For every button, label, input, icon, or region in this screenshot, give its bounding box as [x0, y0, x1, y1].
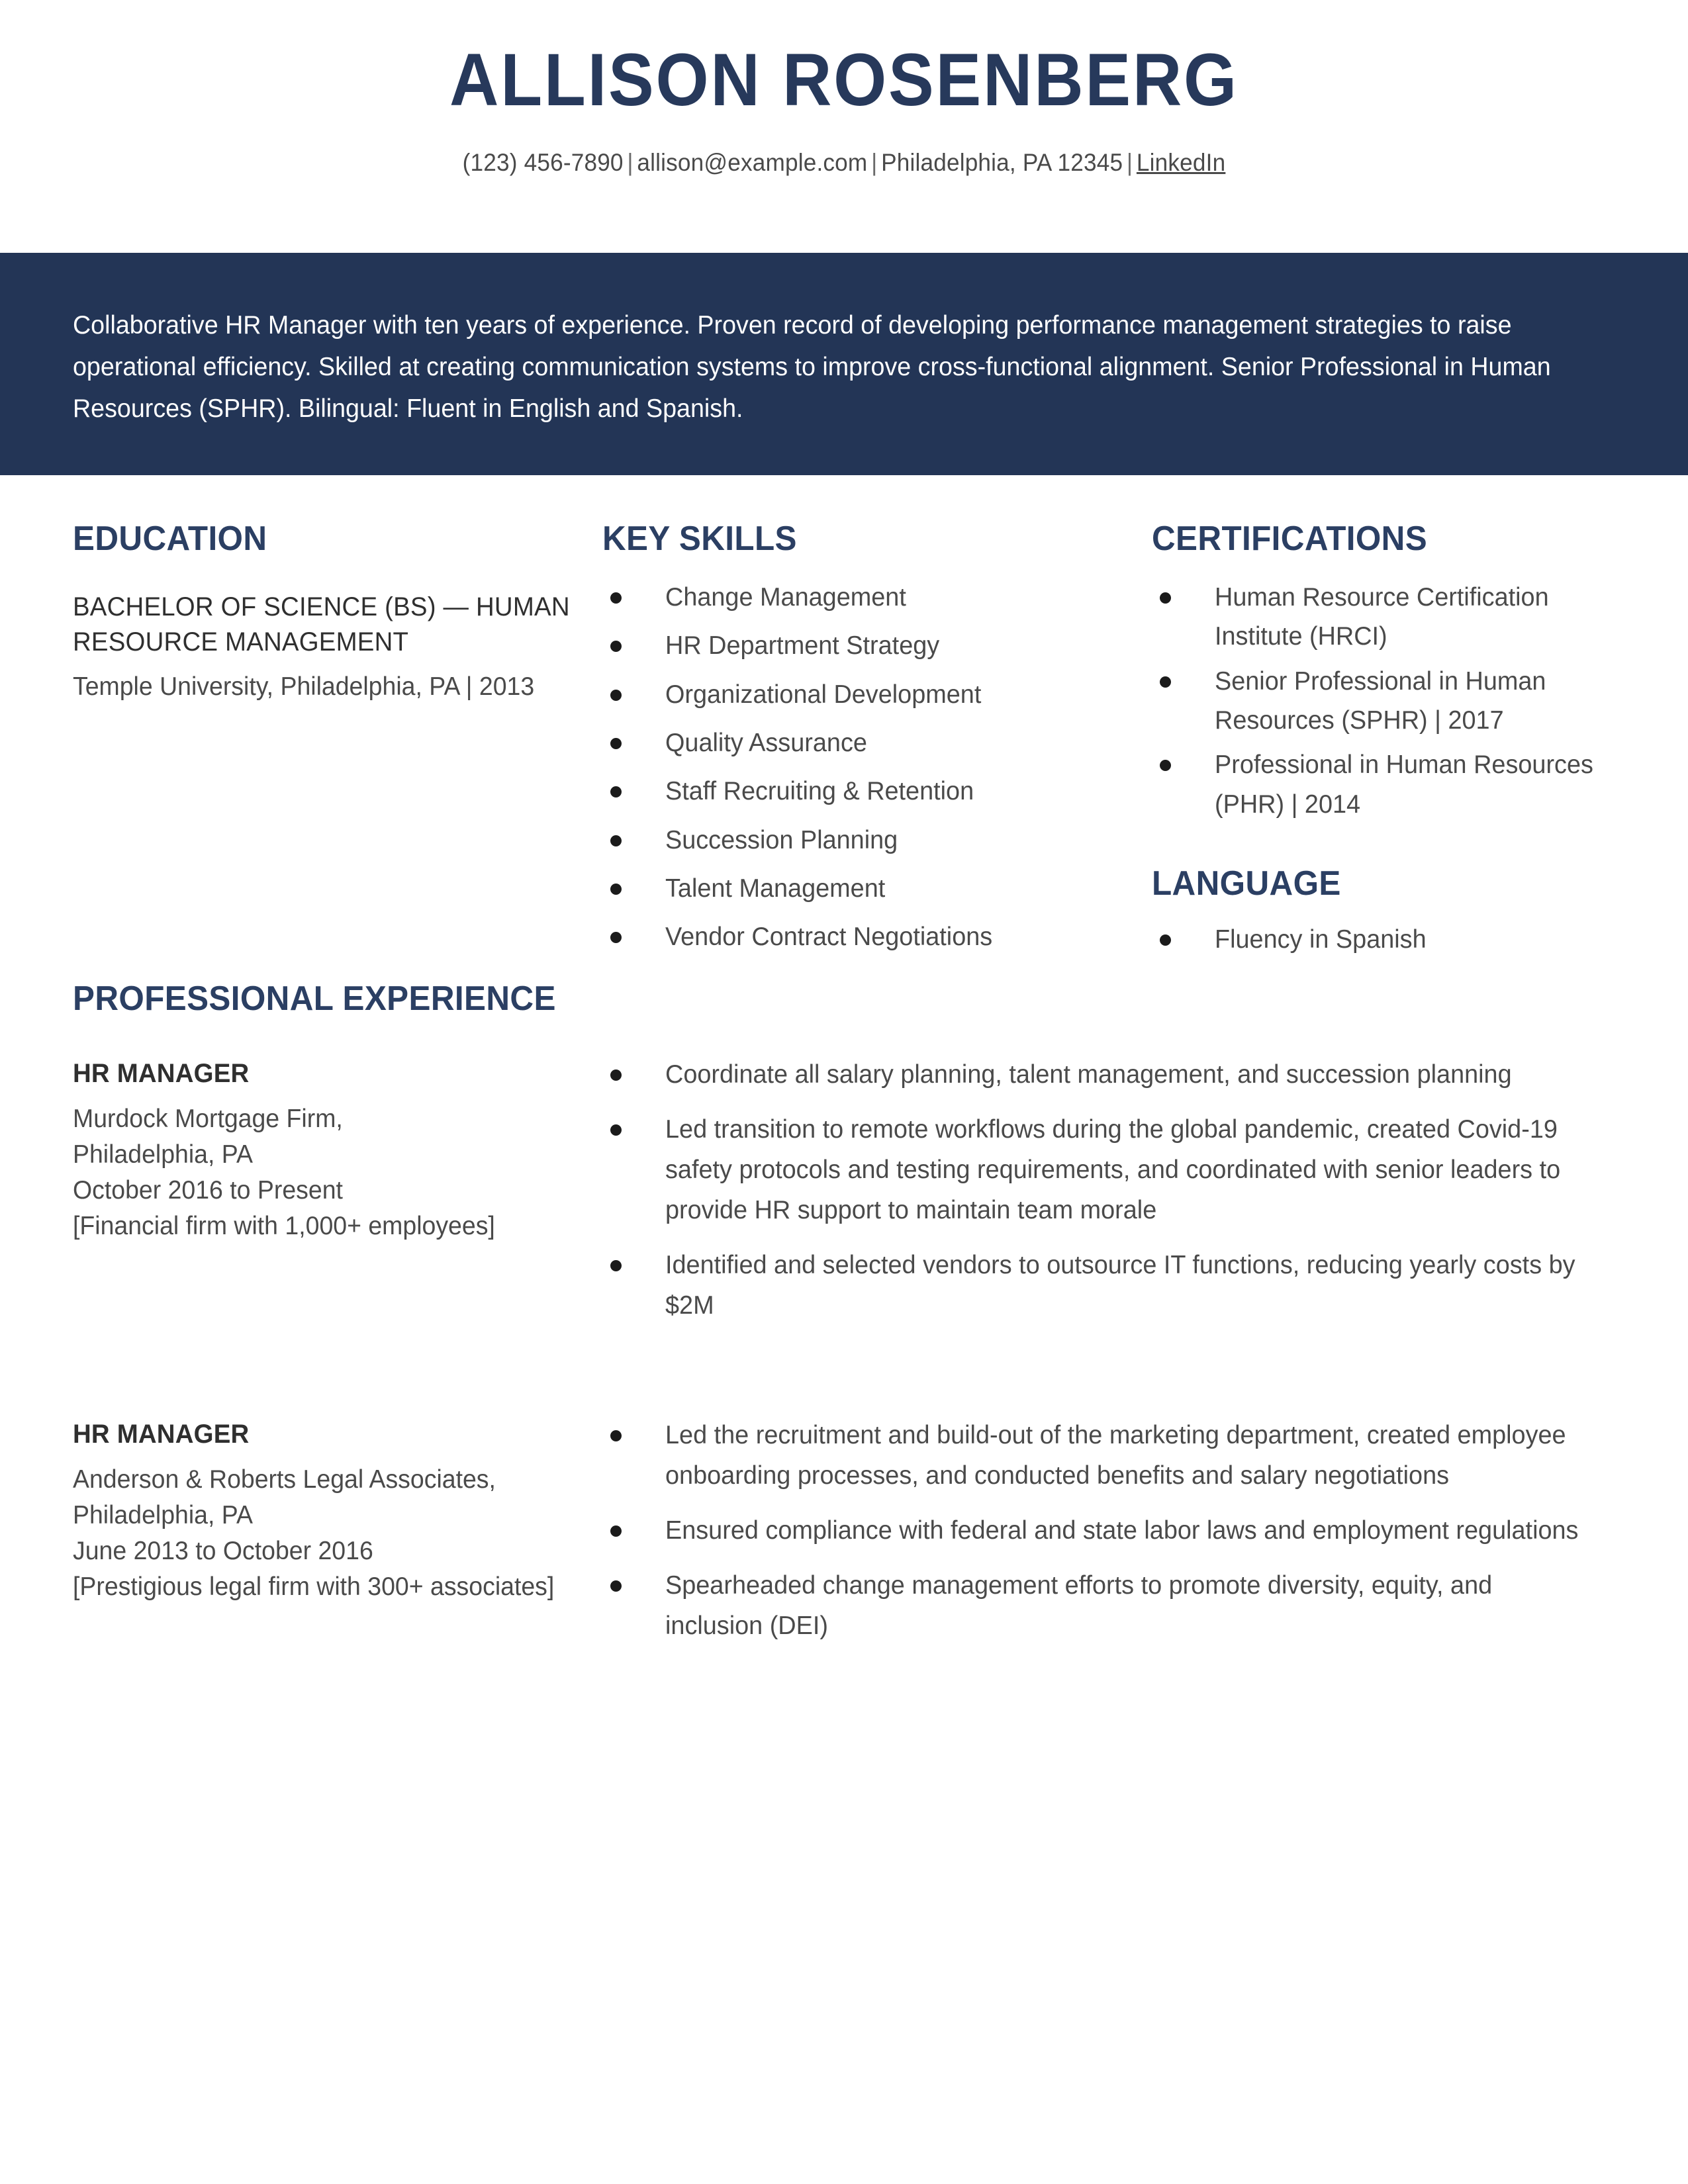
job-bullet-text: Led transition to remote workflows during the global pandemic, created Covid-19 safety protocols and testing requirements, and coordinated with senior leaders to provide HR support to maintain team morale [665, 1115, 1561, 1224]
linkedin-link[interactable]: LinkedIn [1136, 148, 1226, 176]
list-item [1152, 578, 1615, 657]
bullet-dot-icon [1160, 760, 1171, 771]
list-item [602, 578, 1152, 617]
job-note: [Financial firm with 1,000+ employees] [73, 1211, 495, 1240]
education-heading: EDUCATION [73, 520, 267, 558]
certifications-list [1152, 578, 1615, 824]
list-item [602, 1416, 1615, 1496]
experience-section [0, 976, 1688, 1018]
bullet-dot-icon [610, 1124, 622, 1136]
job-dates: June 2013 to October 2016 [73, 1537, 373, 1566]
experience-entry-bullets [602, 1055, 1615, 1340]
experience-spacer [73, 1340, 1615, 1379]
certifications-column [1152, 475, 1615, 976]
list-item [602, 1110, 1615, 1230]
job-dates: October 2016 to Present [73, 1176, 343, 1205]
experience-entry [73, 1416, 1615, 1661]
list-item [602, 723, 1152, 762]
bullet-dot-icon [610, 1260, 622, 1271]
bullet-dot-icon [610, 932, 622, 943]
education-degree: BACHELOR OF SCIENCE (BS) — HUMAN RESOURCE MANAGEMENT [73, 592, 570, 657]
bullet-dot-icon [610, 786, 622, 797]
job-bullet-text: Ensured compliance with federal and state labor laws and employment regulations [665, 1516, 1579, 1545]
experience-rows [0, 1055, 1688, 1661]
list-item [602, 821, 1152, 860]
list-item [602, 1511, 1615, 1551]
bullet-dot-icon [1160, 676, 1171, 688]
list-item [1152, 745, 1615, 824]
experience-heading: PROFESSIONAL EXPERIENCE [73, 979, 556, 1019]
education-section [73, 475, 602, 976]
certification-label: Human Resource Certification Institute (HRCI) [1215, 583, 1549, 651]
key-skill-label: Quality Assurance [665, 728, 867, 757]
bullet-dot-icon [610, 884, 622, 895]
job-details [73, 1462, 581, 1604]
key-skill-label: Change Management [665, 583, 906, 612]
job-location: Philadelphia, PA [73, 1140, 253, 1169]
summary-banner [0, 253, 1688, 475]
language-label: Fluency in Spanish [1215, 925, 1427, 954]
bullet-dot-icon [610, 1430, 622, 1441]
job-bullet-text: Spearheaded change management efforts to promote diversity, equity, and inclusion (DEI) [665, 1570, 1493, 1640]
education-school: Temple University, Philadelphia, PA | 2013 [73, 672, 535, 701]
job-bullet-text: Led the recruitment and build-out of the marketing department, created employee onboarding processes, and conducted benefits and salary negotiations [665, 1421, 1566, 1490]
list-item [602, 1566, 1615, 1647]
list-item [1152, 920, 1615, 959]
resume-header [0, 0, 1688, 177]
contact-location: Philadelphia, PA 12345 [881, 148, 1123, 176]
candidate-name: ALLISON ROSENBERG [449, 38, 1239, 121]
experience-entry-bullets [602, 1416, 1615, 1661]
job-note: [Prestigious legal firm with 300+ associates] [73, 1572, 555, 1601]
key-skills-list [602, 578, 1152, 956]
language-list [1152, 920, 1615, 959]
key-skill-label: HR Department Strategy [665, 631, 940, 660]
key-skill-label: Staff Recruiting & Retention [665, 777, 974, 806]
bullet-dot-icon [610, 835, 622, 846]
bullet-dot-icon [610, 738, 622, 749]
three-column-region [0, 475, 1688, 976]
job-bullet-text: Identified and selected vendors to outsource IT functions, reducing yearly costs by $2M [665, 1250, 1575, 1320]
list-item [602, 917, 1152, 956]
certifications-heading: CERTIFICATIONS [1152, 520, 1428, 558]
key-skills-section [602, 475, 1152, 976]
list-item [602, 626, 1152, 665]
list-item [602, 869, 1152, 908]
bullet-dot-icon [1160, 592, 1171, 604]
contact-line [42, 149, 1646, 177]
key-skill-label: Talent Management [665, 874, 886, 903]
job-details [73, 1101, 581, 1244]
language-section [1152, 829, 1615, 959]
contact-separator-2: | [871, 148, 878, 176]
job-title: HR MANAGER [73, 1059, 250, 1089]
bullet-dot-icon [610, 1580, 622, 1592]
list-item [602, 1055, 1615, 1095]
job-title: HR MANAGER [73, 1420, 250, 1449]
list-item [602, 1246, 1615, 1326]
contact-separator-1: | [627, 148, 633, 176]
bullet-dot-icon [1160, 934, 1171, 946]
certification-label: Senior Professional in Human Resources (SPHR) | 2017 [1215, 666, 1546, 735]
experience-entry [73, 1055, 1615, 1340]
key-skill-label: Vendor Contract Negotiations [665, 923, 993, 952]
certification-label: Professional in Human Resources (PHR) | 2014 [1215, 751, 1593, 819]
certifications-section [1152, 475, 1615, 824]
job-company: Murdock Mortgage Firm, [73, 1105, 343, 1134]
contact-separator-3: | [1126, 148, 1133, 176]
summary-text: Collaborative HR Manager with ten years of experience. Proven record of developing performance management strategies to raise operational efficiency. Skilled at creating communication systems to improve cross-functional alignment. Senior Professional in Human Resources (SPHR). Bilingual: Fluent in English and Spanish. [73, 311, 1551, 424]
key-skill-label: Organizational Development [665, 680, 982, 709]
bullet-dot-icon [610, 690, 622, 701]
key-skill-label: Succession Planning [665, 825, 898, 854]
list-item [602, 675, 1152, 714]
experience-entry-meta [73, 1055, 602, 1340]
resume-body [0, 475, 1688, 1661]
job-bullet-list [602, 1416, 1615, 1646]
list-item [602, 772, 1152, 811]
bullet-dot-icon [610, 1525, 622, 1537]
language-heading: LANGUAGE [1152, 864, 1341, 903]
list-item [1152, 662, 1615, 741]
contact-phone: (123) 456-7890 [462, 148, 624, 176]
job-location: Philadelphia, PA [73, 1501, 253, 1530]
contact-email: allison@example.com [637, 148, 868, 176]
job-bullet-list [602, 1055, 1615, 1326]
job-company: Anderson & Roberts Legal Associates, [73, 1465, 496, 1494]
bullet-dot-icon [610, 641, 622, 652]
key-skills-heading: KEY SKILLS [602, 520, 797, 558]
bullet-dot-icon [610, 592, 622, 604]
bullet-dot-icon [610, 1069, 622, 1081]
experience-entry-meta [73, 1416, 602, 1661]
job-bullet-text: Coordinate all salary planning, talent management, and succession planning [665, 1060, 1512, 1089]
